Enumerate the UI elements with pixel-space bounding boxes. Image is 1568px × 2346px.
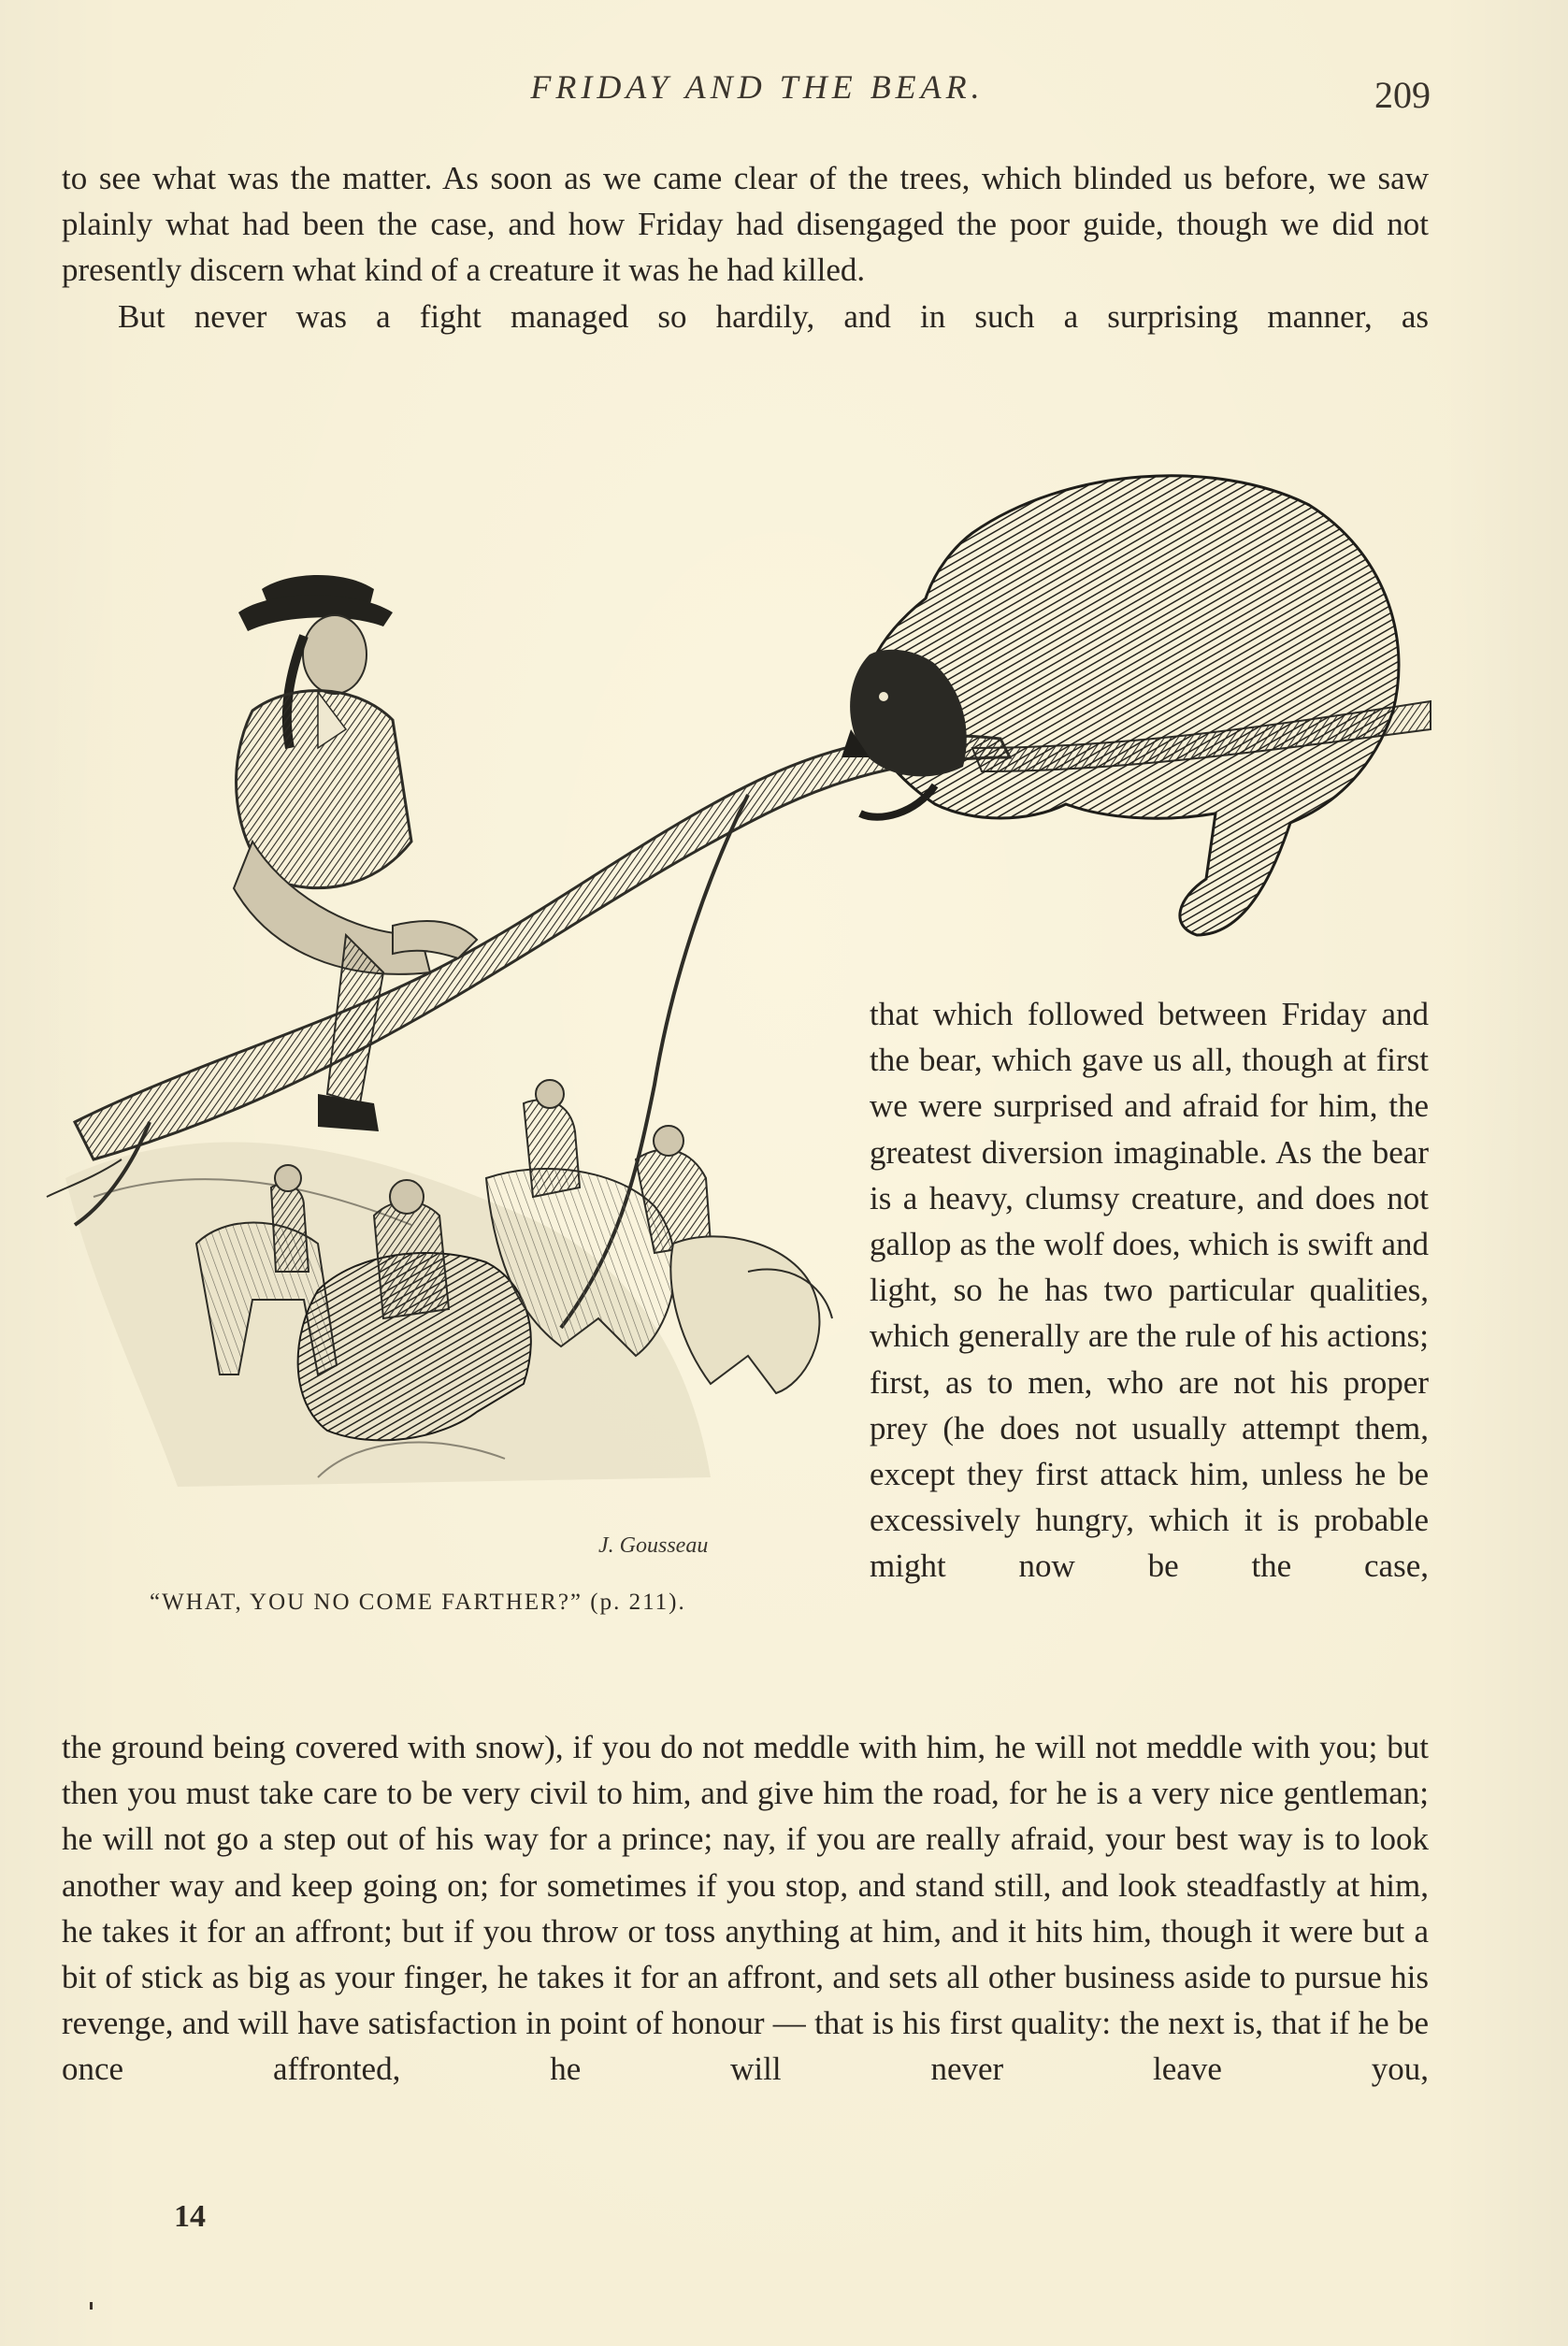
text-block-bottom bbox=[62, 1724, 1429, 2093]
text-block-top bbox=[62, 155, 1429, 339]
page-number: 209 bbox=[1374, 74, 1431, 116]
artist-signature: J. Gousseau bbox=[598, 1533, 709, 1558]
paragraph-1: to see what was the matter. As soon as we came clear of the trees, which blinded us before, we saw plainly what had been the case, and how Friday had disengaged the poor guide, though we did not presently discern what kind of a creature it was he had killed. bbox=[62, 160, 1429, 289]
paragraph-2-column: that which followed between Friday and the bear, which gave us all, though at first we were surprised and afraid for him, the greatest diversion imaginable. As the bear is a heavy, clumsy creature, and does not gallop as the wolf does, which is swift and light, so he has two particular qualities, which generally are the rule of his actions; first, as to men, who are not his proper prey (he does not usually attempt them, except they first attack him, unless he be excessively hungry, which it is probable might now be the case, bbox=[870, 996, 1429, 1585]
illustration-caption: “WHAT, YOU NO COME FARTHER?” (p. 211). bbox=[150, 1590, 686, 1615]
paragraph-2-end: the ground being covered with snow), if you do not meddle with him, he will not meddle with you; but then you must take care to be very civil to him, and give him the road, for he is a very nice gentleman; he will not go a step out of his way for a prince; nay, if you are really afraid, your best way is to look another way and keep going on; for sometimes if you stop, and stand still, and look steadfastly at him, he takes it for an affront; but if you throw or toss anything at him, and it hits him, though it were but a bit of stick as big as your finger, he takes it for an affront, and sets all other business aside to pursue his revenge, and will have satisfaction in point of honour — that is his first quality: the next is, that if he be once affronted, he will never leave you, bbox=[62, 1729, 1429, 2088]
running-title: FRIDAY AND THE BEAR. bbox=[530, 68, 985, 106]
paragraph-2-start: But never was a fight managed so hardily, and in such a surprising manner, as bbox=[118, 297, 1429, 335]
bear-figure bbox=[842, 476, 1399, 935]
text-column-right bbox=[870, 991, 1429, 1590]
ink-speck bbox=[90, 2302, 93, 2310]
signature-mark: 14 bbox=[174, 2199, 206, 2234]
